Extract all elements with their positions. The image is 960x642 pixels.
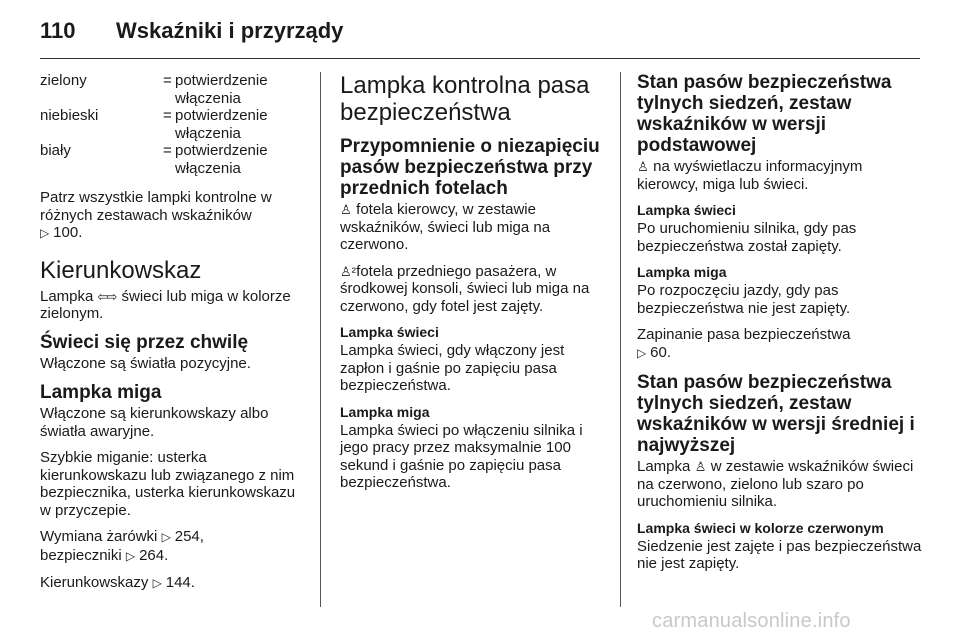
reference-arrow-icon: ▷ xyxy=(40,226,50,240)
heading-rear-basic: Stan pasów bezpieczeństwa tylnych siedzeń, zestaw wskaźników w wersji podstawowej xyxy=(637,72,892,156)
column-3 xyxy=(637,72,927,582)
color-row-green: zielony = potwierdzenie włączenia xyxy=(40,72,268,107)
column-divider-1 xyxy=(320,72,321,607)
heading-lamp-blinks: Lampka miga xyxy=(340,403,430,420)
see-all-paragraph: Patrz wszystkie lampki kontrolne w różnych zestawach wskaźników ▷ 100. xyxy=(40,189,272,241)
color-list xyxy=(40,72,308,177)
color-row-blue: niebieski = potwierdzenie włączenia xyxy=(40,107,268,142)
replacement-paragraph: Wymiana żarówki ▷ 254, bezpieczniki ▷ 264. xyxy=(40,528,204,564)
heading-turn-signal: Kierunkowskaz xyxy=(40,256,202,284)
heading-front-seat-reminder: Przypomnienie o niezapięciu pasów bezpieczeństwa przy przednich fotelach xyxy=(340,136,600,199)
page-reference[interactable]: 100. xyxy=(53,224,83,241)
seatbelt-icon: ♙ xyxy=(694,459,707,474)
seatbelt-passenger-icon: ♙² xyxy=(340,263,356,279)
fasten-paragraph: Zapinanie pasa bezpieczeństwa ▷ 60. xyxy=(637,326,851,361)
heading-seatbelt-indicator: Lampka kontrolna pasa bezpieczeństwa xyxy=(340,72,590,126)
heading-lamp-blinks: Lampka miga xyxy=(637,264,727,280)
blinking-text: Włączone są kierunkowskazy albo światła awaryjne. xyxy=(40,405,269,440)
lamp-blinks-text: Lampka świeci po włączeniu silnika i jego pracy przez maksymalnie 100 sekund i gaśnie po zapięciu pasa bezpieczeństwa. xyxy=(340,421,583,491)
column-1 xyxy=(40,72,308,602)
lamp-blinks-text: Po rozpoczęciu jazdy, gdy pas bezpieczeństwa nie jest zapięty. xyxy=(637,282,851,317)
seatbelt-icon: ♙ xyxy=(637,159,649,174)
heading-rear-mid-high: Stan pasów bezpieczeństwa tylnych siedzeń, zestaw wskaźników w wersji średniej i najwyższej xyxy=(637,372,915,456)
heading-lamp-on: Lampka świeci xyxy=(340,324,439,340)
heading-blinking: Lampka miga xyxy=(40,382,162,403)
page-reference[interactable]: 144. xyxy=(165,574,195,591)
turn-signal-arrows-icon: ⇦⇨ xyxy=(97,288,116,304)
page-reference[interactable]: 254, xyxy=(174,528,204,545)
seatbelt-icon: ♙ xyxy=(340,202,352,217)
watermark: carmanualsonline.info xyxy=(652,610,851,632)
rear-mid-high-paragraph: Lampka ♙ w zestawie wskaźników świeci na czerwono, zielono lub szaro po uruchomieniu silnika. xyxy=(637,458,914,510)
page-reference[interactable]: 60. xyxy=(650,343,672,361)
color-row-white: biały = potwierdzenie włączenia xyxy=(40,142,268,177)
reference-arrow-icon: ▷ xyxy=(125,548,136,563)
brief-on-text: Włączone są światła pozycyjne. xyxy=(40,354,251,372)
driver-seatbelt-paragraph: ♙ fotela kierowcy, w zestawie wskaźników, świeci lub miga na czerwono. xyxy=(340,201,551,253)
heading-lamp-red: Lampka świeci w kolorze czerwonym xyxy=(637,519,884,536)
column-divider-2 xyxy=(620,72,621,607)
lamp-on-text: Lampka świeci, gdy włączony jest zapłon i gaśnie po zapięciu pasa bezpieczeństwa. xyxy=(340,342,565,394)
header-rule xyxy=(40,58,920,59)
rear-basic-paragraph: ♙ na wyświetlaczu informacyjnym kierowcy, miga lub świeci. xyxy=(637,158,863,193)
page-header xyxy=(40,10,920,50)
reference-arrow-icon: ▷ xyxy=(152,576,162,590)
running-title: Wskaźniki i przyrządy xyxy=(116,18,344,43)
column-2 xyxy=(340,72,610,501)
reference-arrow-icon: ▷ xyxy=(161,530,171,544)
page-number: 110 xyxy=(40,18,76,43)
fast-blinking-text: Szybkie miganie: usterka kierunkowskazu lub związanego z nim bezpiecznika, usterka kierunkowskazu w przyczepie. xyxy=(40,449,296,519)
heading-lamp-on: Lampka świeci xyxy=(637,202,736,218)
indicators-paragraph: Kierunkowskazy ▷ 144. xyxy=(40,574,195,591)
heading-brief-on: Świeci się przez chwilę xyxy=(40,331,249,353)
reference-arrow-icon: ▷ xyxy=(637,345,647,360)
lamp-red-text: Siedzenie jest zajęte i pas bezpieczeństwa nie jest zapięty. xyxy=(637,537,922,572)
page-reference[interactable]: 264. xyxy=(139,546,169,564)
lamp-on-text: Po uruchomieniu silnika, gdy pas bezpieczeństwa został zapięty. xyxy=(637,220,857,255)
turn-signal-paragraph: Lampka ⇦⇨ świeci lub miga w kolorze zielonym. xyxy=(40,287,291,322)
passenger-seatbelt-paragraph: ♙² fotela przedniego pasażera, w środkowej konsoli, świeci lub miga na czerwono, gdy fotel jest zajęty. xyxy=(340,262,590,315)
